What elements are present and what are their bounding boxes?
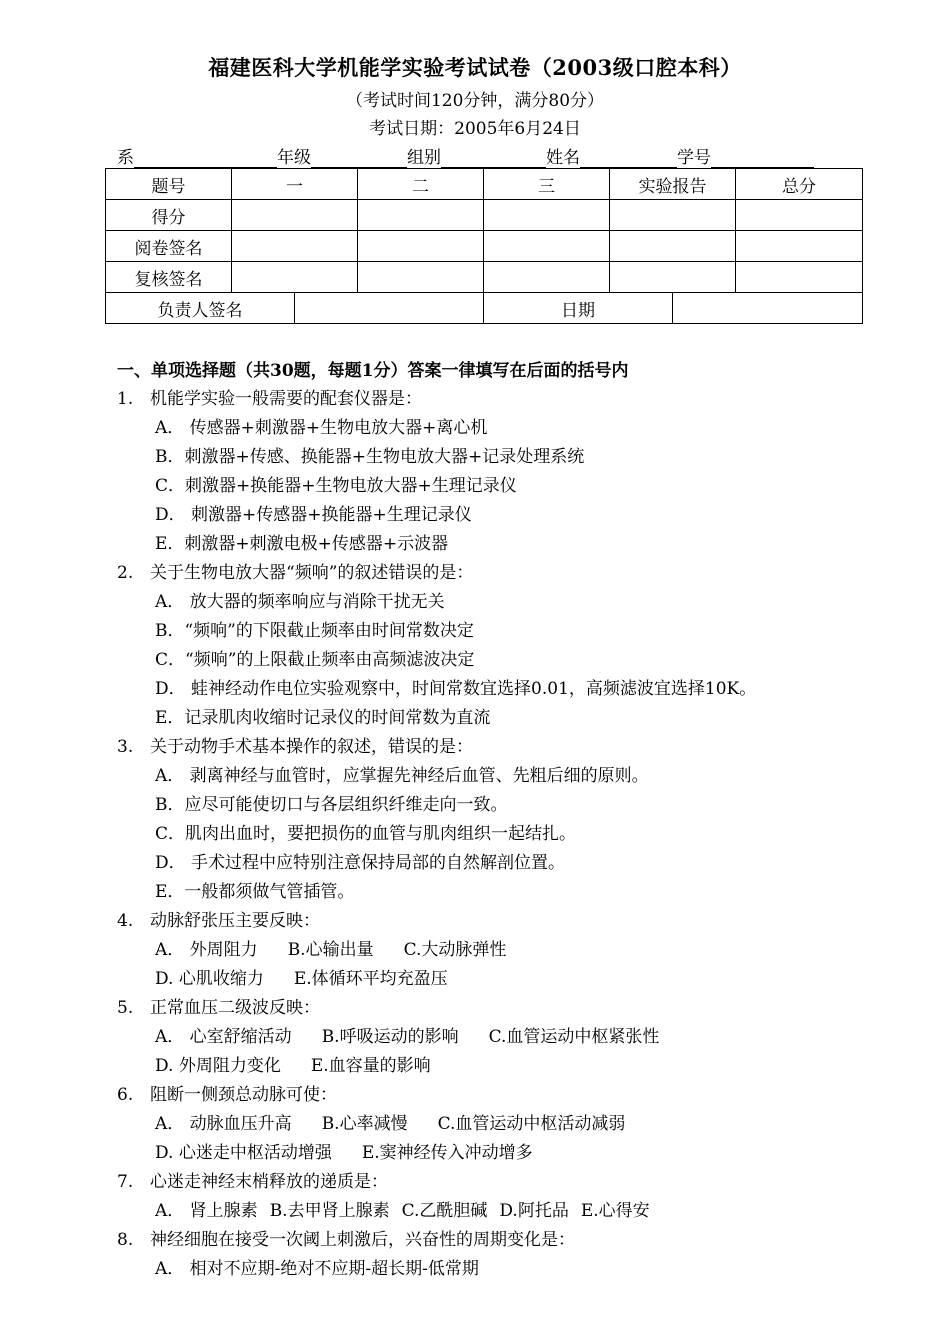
name-label: 姓名 <box>546 148 580 168</box>
answer-option[interactable]: B．应尽可能使切口与各层组织纤维走向一致。 <box>155 795 508 815</box>
dept-label: 系 <box>117 148 134 168</box>
answer-option[interactable]: A． 动脉血压升高 <box>155 1114 292 1134</box>
option-line <box>0 1255 950 1284</box>
option-line <box>0 849 950 878</box>
question-text: 动脉舒张压主要反映： <box>150 911 320 931</box>
question-number: 7. <box>117 1172 134 1192</box>
signature-cell[interactable] <box>295 293 484 324</box>
signature-label: 负责人签名 <box>106 293 295 324</box>
question-number: 5. <box>117 998 134 1018</box>
option-line <box>0 1110 950 1139</box>
answer-option[interactable]: B.心输出量 <box>287 940 374 960</box>
question-stem <box>0 994 950 1023</box>
score-header-row <box>106 169 863 200</box>
group-field[interactable] <box>441 147 546 168</box>
answer-option[interactable]: A． 心室舒缩活动 <box>155 1027 292 1047</box>
score-cell[interactable] <box>484 200 610 231</box>
answer-option[interactable]: B．“频响”的下限截止频率由时间常数决定 <box>155 621 474 641</box>
option-line <box>0 443 950 472</box>
score-cell[interactable] <box>736 200 863 231</box>
answer-option[interactable]: E．记录肌肉收缩时记录仪的时间常数为直流 <box>155 708 491 728</box>
option-line <box>0 762 950 791</box>
question-text: 阻断一侧颈总动脉可使： <box>150 1085 337 1105</box>
score-cell[interactable] <box>736 231 863 262</box>
answer-option[interactable]: B.呼吸运动的影响 <box>321 1027 459 1047</box>
answer-option[interactable]: C.血管运动中枢活动减弱 <box>437 1114 626 1134</box>
option-line <box>0 501 950 530</box>
exam-title: 福建医科大学机能学实验考试试卷（2003级口腔本科） <box>208 55 742 80</box>
answer-option[interactable]: D. 心迷走中枢活动增强 <box>155 1143 332 1163</box>
score-cell[interactable] <box>610 262 736 293</box>
answer-option[interactable]: C.大动脉弹性 <box>403 940 507 960</box>
answer-option[interactable]: C.血管运动中枢紧张性 <box>488 1027 660 1047</box>
score-cell[interactable] <box>736 262 863 293</box>
date-label: 日期 <box>484 293 673 324</box>
question-stem <box>0 1081 950 1110</box>
option-line <box>0 617 950 646</box>
option-line <box>0 530 950 559</box>
question-text: 心迷走神经末梢释放的递质是： <box>150 1172 388 1192</box>
score-cell[interactable] <box>358 262 484 293</box>
question-stem <box>0 1226 950 1255</box>
answer-option[interactable]: C．刺激器+换能器+生物电放大器+生理记录仪 <box>155 476 517 496</box>
score-cell[interactable] <box>610 200 736 231</box>
answer-option[interactable]: C．肌肉出血时，要把损伤的血管与肌肉组织一起结扎。 <box>155 824 577 844</box>
date-cell[interactable] <box>673 293 863 324</box>
score-table <box>105 168 863 324</box>
option-line <box>0 1197 950 1226</box>
name-field[interactable] <box>580 147 677 168</box>
score-cell[interactable] <box>232 262 358 293</box>
student-id-field[interactable] <box>711 147 814 168</box>
answer-option[interactable]: D. 外周阻力变化 <box>155 1056 281 1076</box>
score-cell[interactable] <box>610 231 736 262</box>
score-cell[interactable] <box>232 231 358 262</box>
score-cell[interactable] <box>232 200 358 231</box>
answer-option[interactable]: E.体循环平均充盈压 <box>293 969 448 989</box>
option-line <box>0 820 950 849</box>
option-line <box>0 704 950 733</box>
score-row-label: 得分 <box>106 200 232 231</box>
option-line <box>0 1052 950 1081</box>
score-header-cell: 总分 <box>736 169 863 200</box>
question-text: 正常血压二级波反映： <box>150 998 320 1018</box>
question-text: 关于生物电放大器“频响”的叙述错误的是： <box>150 563 474 583</box>
question-number: 2. <box>117 563 134 583</box>
option-line <box>0 646 950 675</box>
answer-option[interactable]: D． 蛙神经动作电位实验观察中，时间常数宜选择0.01，高频滤波宜选择10K。 <box>155 679 757 699</box>
score-cell[interactable] <box>358 231 484 262</box>
answer-option[interactable]: A． 肾上腺素 <box>155 1201 258 1221</box>
score-header-cell: 实验报告 <box>610 169 736 200</box>
exam-duration: （考试时间120分钟，满分80分） <box>345 91 605 111</box>
answer-option[interactable]: D． 刺激器+传感器+换能器+生理记录仪 <box>155 505 472 525</box>
option-line <box>0 675 950 704</box>
answer-option[interactable]: A． 外周阻力 <box>155 940 258 960</box>
option-line <box>0 965 950 994</box>
option-line <box>0 414 950 443</box>
score-header-cell: 二 <box>358 169 484 200</box>
question-number: 4. <box>117 911 134 931</box>
question-stem <box>0 1168 950 1197</box>
answer-option[interactable]: E.窦神经传入冲动增多 <box>361 1143 533 1163</box>
answer-option[interactable]: B.去甲肾上腺素 <box>269 1201 390 1221</box>
score-header-cell: 题号 <box>106 169 232 200</box>
student-id-label: 学号 <box>677 148 711 168</box>
section-heading: 一、单项选择题（共30题，每题1分）答案一律填写在后面的括号内 <box>117 361 629 381</box>
dept-field[interactable] <box>134 147 277 168</box>
question-number: 8. <box>117 1230 134 1250</box>
answer-option[interactable]: C．“频响”的上限截止频率由高频滤波决定 <box>155 650 475 670</box>
answer-option[interactable]: E.心得安 <box>580 1201 650 1221</box>
option-line <box>0 878 950 907</box>
group-label: 组别 <box>407 148 441 168</box>
option-line <box>0 791 950 820</box>
option-line <box>0 1139 950 1168</box>
option-line <box>0 588 950 617</box>
option-line <box>0 1023 950 1052</box>
question-stem <box>0 385 950 414</box>
score-header-cell: 一 <box>232 169 358 200</box>
answer-option[interactable]: A． 相对不应期-绝对不应期-超长期-低常期 <box>155 1259 479 1279</box>
grade-label: 年级 <box>277 148 311 168</box>
question-number: 6. <box>117 1085 134 1105</box>
question-stem <box>0 559 950 588</box>
score-cell[interactable] <box>484 262 610 293</box>
score-cell[interactable] <box>484 231 610 262</box>
answer-option[interactable]: D. 心肌收缩力 <box>155 969 264 989</box>
score-row <box>106 262 863 293</box>
score-row <box>106 200 863 231</box>
question-list <box>0 385 950 1284</box>
question-text: 关于动物手术基本操作的叙述，错误的是： <box>150 737 473 757</box>
score-cell[interactable] <box>358 200 484 231</box>
score-row-label: 复核签名 <box>106 262 232 293</box>
signature-row <box>106 293 863 324</box>
question-stem <box>0 907 950 936</box>
question-stem <box>0 733 950 762</box>
answer-option[interactable]: E．刺激器+刺激电极+传感器+示波器 <box>155 534 449 554</box>
question-text: 神经细胞在接受一次阈上刺激后，兴奋性的周期变化是： <box>150 1230 575 1250</box>
grade-field[interactable] <box>311 147 407 168</box>
exam-date: 考试日期：2005年6月24日 <box>369 119 581 139</box>
score-row <box>106 231 863 262</box>
answer-option[interactable]: E．一般都须做气管插管。 <box>155 882 355 902</box>
answer-option[interactable]: B．刺激器+传感、换能器+生物电放大器+记录处理系统 <box>155 447 585 467</box>
question-number: 1. <box>117 389 134 409</box>
answer-option[interactable]: D.阿托品 <box>499 1201 569 1221</box>
answer-option[interactable]: C.乙酰胆碱 <box>401 1201 488 1221</box>
question-text: 机能学实验一般需要的配套仪器是： <box>150 389 422 409</box>
answer-option[interactable]: A． 放大器的频率响应与消除干扰无关 <box>155 592 445 612</box>
score-header-cell: 三 <box>484 169 610 200</box>
option-line <box>0 936 950 965</box>
answer-option[interactable]: A． 剥离神经与血管时，应掌握先神经后血管、先粗后细的原则。 <box>155 766 649 786</box>
question-number: 3. <box>117 737 134 757</box>
option-line <box>0 472 950 501</box>
answer-option[interactable]: D． 手术过程中应特别注意保持局部的自然解剖位置。 <box>155 853 566 873</box>
answer-option[interactable]: A． 传感器+刺激器+生物电放大器+离心机 <box>155 418 488 438</box>
answer-option[interactable]: B.心率减慢 <box>321 1114 408 1134</box>
answer-option[interactable]: E.血容量的影响 <box>310 1056 431 1076</box>
student-info-line <box>117 143 842 168</box>
score-row-label: 阅卷签名 <box>106 231 232 262</box>
